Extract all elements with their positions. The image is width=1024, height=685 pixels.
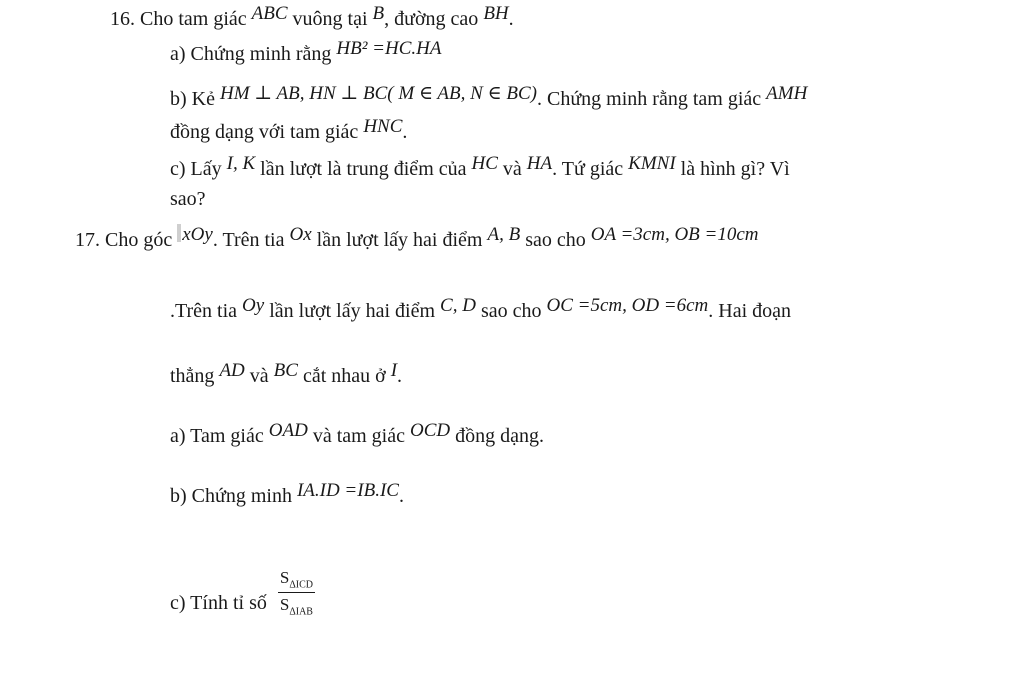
text: và <box>244 365 274 387</box>
p16-line-1 <box>110 3 514 31</box>
text: . Trên tia <box>212 229 290 251</box>
math: OCD <box>410 420 451 441</box>
math: OC =5cm, OD =6cm <box>546 295 709 316</box>
math: HA <box>526 153 553 174</box>
math: OA =3cm, OB =10cm <box>590 224 759 245</box>
p16-line-3 <box>170 83 808 111</box>
p17-item-a <box>170 420 545 448</box>
math: B <box>372 3 385 24</box>
text: . Tứ giác <box>552 158 629 180</box>
text: a) Chứng minh rằng <box>170 43 337 65</box>
math: OAD <box>268 420 308 441</box>
text: . Hai đoạn <box>708 300 792 322</box>
fraction-denominator: $S_{\Delta IAB}$ <box>279 595 313 618</box>
text: sao? <box>170 188 206 210</box>
text: c) Lấy <box>170 158 227 180</box>
math: xOy <box>182 224 213 245</box>
text: . Chứng minh rằng tam giác <box>537 88 767 110</box>
fraction-numerator: $S_{\Delta ICD}$ <box>278 568 315 593</box>
math: AD <box>219 360 245 381</box>
text: đồng dạng. <box>450 425 545 447</box>
text: sao cho <box>475 300 547 322</box>
math: BH <box>483 3 509 24</box>
text: 17. Cho góc <box>75 229 178 251</box>
math: HC <box>471 153 498 174</box>
p16-line-6 <box>170 188 206 211</box>
math: I <box>390 360 398 381</box>
text: đồng dạng với tam giác <box>170 121 364 143</box>
area-ratio-fraction <box>278 568 315 618</box>
math: BC <box>273 360 298 381</box>
text: 16. Cho tam giác <box>110 8 252 30</box>
p17-item-b <box>170 480 404 508</box>
math: AMH <box>766 83 808 104</box>
text: vuông tại <box>287 8 373 30</box>
text: . <box>397 365 403 387</box>
math: I, K <box>226 153 256 174</box>
text: lần lượt là trung điểm của <box>255 158 472 180</box>
p16-line-5 <box>170 153 790 181</box>
p16-line-2 <box>170 38 442 66</box>
text: a) Tam giác <box>170 425 269 447</box>
text: .Trên tia <box>170 300 243 322</box>
math: IA.ID =IB.IC <box>296 480 399 501</box>
text: và <box>497 158 527 180</box>
text: , đường cao <box>384 8 484 30</box>
text: . <box>402 121 408 143</box>
math: HB² =HC.HA <box>336 38 442 59</box>
math: A, B <box>487 224 521 245</box>
math: HNC <box>363 116 403 137</box>
math: Oy <box>242 295 265 316</box>
text: lần lượt lấy hai điểm <box>311 229 488 251</box>
text: . <box>398 485 404 507</box>
text: thẳng <box>170 365 220 387</box>
text: . <box>508 8 514 30</box>
text: b) Kẻ <box>170 88 220 110</box>
text: sao cho <box>520 229 591 251</box>
p17-line-2 <box>170 295 792 323</box>
text: b) Chứng minh <box>170 485 297 507</box>
math: HM ⊥ AB, HN ⊥ BC( M ∈ AB, N ∈ BC) <box>219 83 537 104</box>
text: lần lượt lấy hai điểm <box>264 300 441 322</box>
p17-line-3 <box>170 360 403 388</box>
math: Ox <box>289 224 312 245</box>
text: và tam giác <box>307 425 410 447</box>
math: ABC <box>251 3 288 24</box>
p17-line-1 <box>75 224 759 252</box>
angle-mark <box>177 224 181 242</box>
math: KMNI <box>628 153 676 174</box>
math: C, D <box>440 295 476 316</box>
text: là hình gì? Vì <box>675 158 790 180</box>
text: c) Tính tỉ số <box>170 592 272 615</box>
p17-item-c <box>170 560 315 618</box>
text: cắt nhau ở <box>297 365 391 387</box>
p16-line-4 <box>170 116 408 144</box>
